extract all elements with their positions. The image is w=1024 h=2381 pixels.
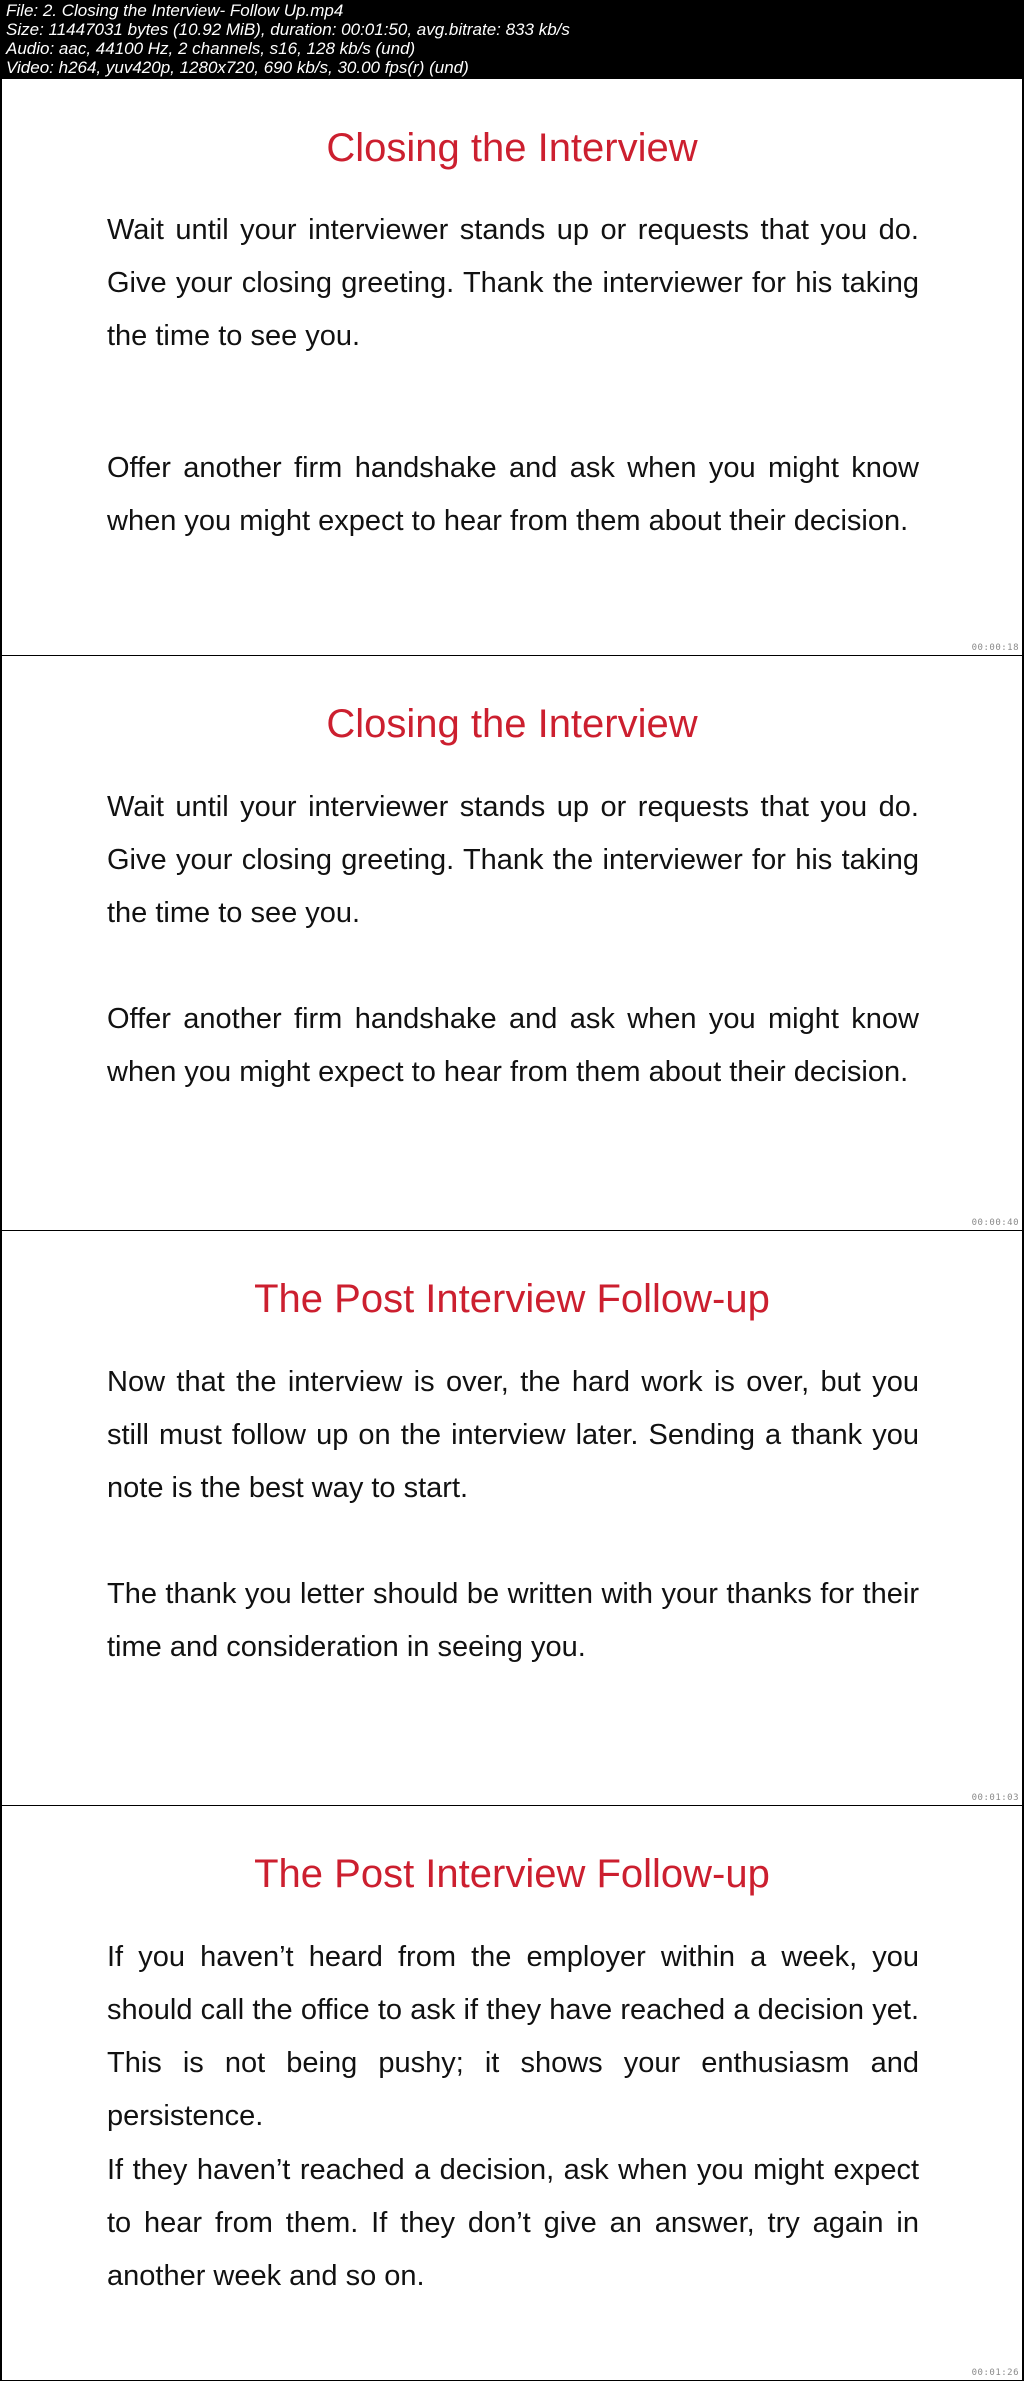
slide-title: Closing the Interview — [326, 702, 698, 746]
video-frame-4 — [2, 1806, 1022, 2380]
frame-timestamp: 00:00:18 — [971, 643, 1019, 653]
slide-paragraph-2: Offer another firm handshake and ask when you might know when you might expect to hear from them about their decision. — [107, 1003, 919, 1088]
slide-title: Closing the Interview — [326, 126, 698, 170]
video-frame-1 — [2, 79, 1022, 655]
video-info-line: Video: h264, yuv420p, 1280x720, 690 kb/s, 30.00 fps(r) (und) — [6, 58, 469, 77]
slide-paragraph-1: Wait until your interviewer stands up or requests that you do. Give your closing greeting. Thank the interviewer for his taking the time to see you. — [107, 214, 919, 352]
slide-title: The Post Interview Follow-up — [254, 1852, 770, 1896]
frame-timestamp: 00:01:03 — [971, 1793, 1019, 1803]
size-info-line: Size: 11447031 bytes (10.92 MiB), duration: 00:01:50, avg.bitrate: 833 kb/s — [6, 20, 570, 39]
frame-timestamp: 00:00:40 — [971, 1218, 1019, 1228]
slide-paragraph-2: If they haven’t reached a decision, ask when you might expect to hear from them. If they don’t give an answer, try again in another week and so on. — [107, 2154, 919, 2292]
slide-paragraph-1: Now that the interview is over, the hard work is over, but you still must follow up on the interview later. Sending a thank you note is the best way to start. — [107, 1366, 919, 1504]
video-frame-3 — [2, 1231, 1022, 1805]
slide-paragraph-2: Offer another firm handshake and ask when you might know when you might expect to hear from them about their decision. — [107, 452, 919, 537]
slide-title: The Post Interview Follow-up — [254, 1277, 770, 1321]
audio-info-line: Audio: aac, 44100 Hz, 2 channels, s16, 128 kb/s (und) — [6, 39, 416, 58]
frame-timestamp: 00:01:26 — [971, 2368, 1019, 2378]
video-frame-2 — [2, 656, 1022, 1230]
slide-paragraph-2: The thank you letter should be written with your thanks for their time and consideration in seeing you. — [107, 1578, 919, 1663]
file-info-header — [0, 0, 1024, 78]
file-info-line: File: 2. Closing the Interview- Follow Up.mp4 — [6, 1, 344, 20]
slide-paragraph-1: Wait until your interviewer stands up or requests that you do. Give your closing greeting. Thank the interviewer for his taking the time to see you. — [107, 791, 919, 929]
slide-paragraph-1: If you haven’t heard from the employer within a week, you should call the office to ask if they have reached a decision yet. This is not being pushy; it shows your enthusiasm and persistence. — [107, 1941, 919, 2132]
